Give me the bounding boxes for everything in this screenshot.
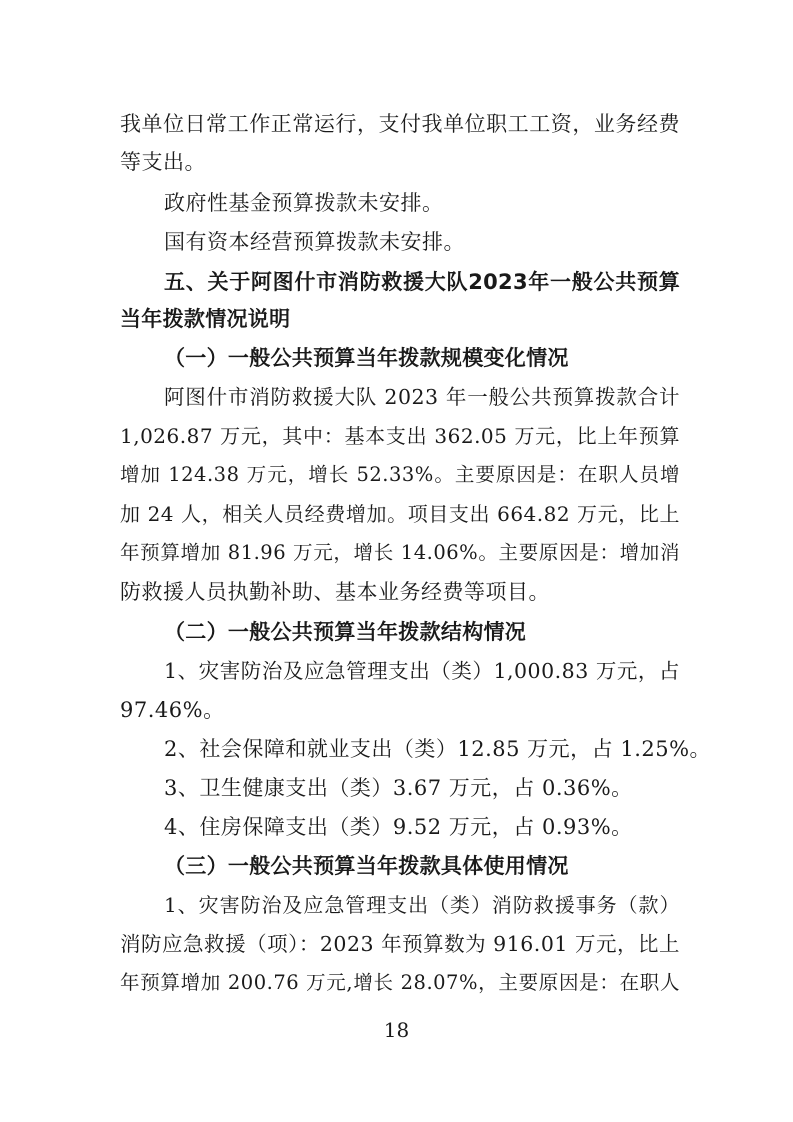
section-heading: 五、关于阿图什市消防救援大队2023年一般公共预算 bbox=[164, 270, 680, 294]
body-text-line: 1、灾害防治及应急管理支出（类）1,000.83 万元，占 bbox=[164, 659, 680, 683]
section-heading-continued: 当年拨款情况说明 bbox=[120, 307, 291, 331]
body-text-line: 阿图什市消防救援大队 2023 年一般公共预算拨款合计 bbox=[164, 385, 680, 409]
body-text-line: 消防应急救援（项）：2023 年预算数为 916.01 万元，比上 bbox=[120, 932, 680, 956]
body-text-line: 3、卫生健康支出（类）3.67 万元，占 0.36%。 bbox=[164, 776, 633, 800]
body-text-line: 2、社会保障和就业支出（类）12.85 万元，占 1.25%。 bbox=[164, 737, 712, 761]
body-text-line: 政府性基金预算拨款未安排。 bbox=[164, 191, 444, 215]
body-text-line: 等支出。 bbox=[120, 150, 206, 174]
body-text-line: 1,026.87 万元，其中：基本支出 362.05 万元，比上年预算 bbox=[120, 424, 680, 448]
body-text-line: 4、住房保障支出（类）9.52 万元，占 0.93%。 bbox=[164, 815, 633, 839]
subsection-heading: （一）一般公共预算当年拨款规模变化情况 bbox=[164, 346, 569, 370]
body-text-line: 年预算增加 81.96 万元，增长 14.06%。主要原因是：增加消 bbox=[120, 541, 680, 564]
body-text-line: 增加 124.38 万元，增长 52.33%。主要原因是：在职人员增 bbox=[120, 463, 680, 486]
page-number: 18 bbox=[383, 1018, 410, 1042]
body-text-line: 我单位日常工作正常运行，支付我单位职工工资，业务经费 bbox=[120, 112, 680, 136]
subsection-heading: （二）一般公共预算当年拨款结构情况 bbox=[164, 620, 527, 644]
body-text-line: 年预算增加 200.76 万元,增长 28.07%，主要原因是：在职人 bbox=[120, 971, 680, 994]
body-text-line: 防救援人员执勤补助、基本业务经费等项目。 bbox=[120, 580, 550, 604]
body-text-line: 97.46%。 bbox=[120, 698, 225, 722]
body-text-line: 1、灾害防治及应急管理支出（类）消防救援事务（款） bbox=[164, 893, 680, 917]
body-text-line: 国有资本经营预算拨款未安排。 bbox=[164, 230, 465, 254]
subsection-heading: （三）一般公共预算当年拨款具体使用情况 bbox=[164, 854, 569, 878]
body-text-line: 加 24 人，相关人员经费增加。项目支出 664.82 万元，比上 bbox=[120, 502, 680, 526]
